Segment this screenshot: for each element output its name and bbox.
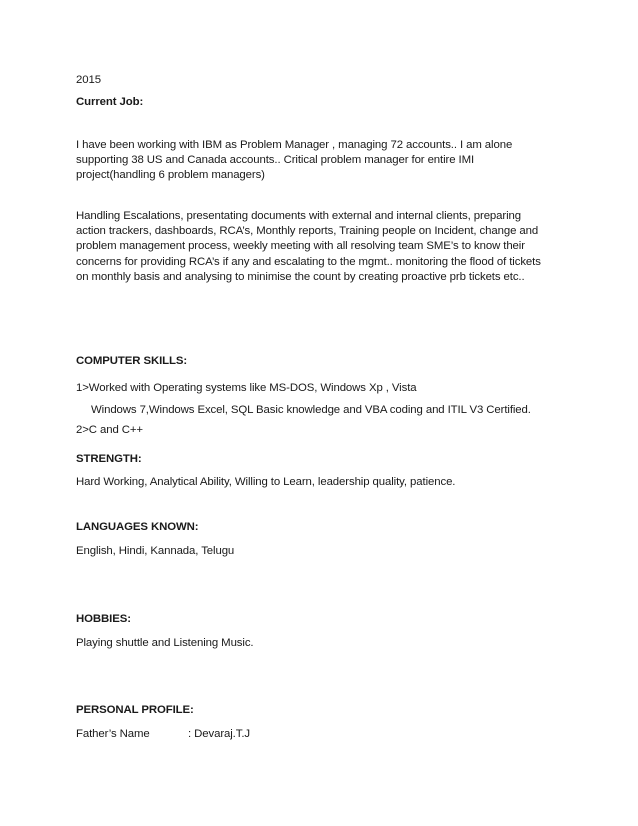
paragraph-line: problem management process, weekly meeting with all resolving team SME’s to know their (76, 240, 525, 253)
languages-heading: LANGUAGES KNOWN: (76, 521, 199, 533)
fathers-name-row (76, 727, 250, 742)
languages-text: English, Hindi, Kannada, Telugu (76, 545, 235, 557)
fathers-name-label: Father’s Name (76, 728, 150, 740)
paragraph-line: supporting 38 US and Canada accounts.. Critical problem manager for entire IMI (76, 154, 475, 167)
hobbies-heading: HOBBIES: (76, 613, 131, 625)
computer-skills-line-3: 2>C and C++ (76, 424, 143, 436)
strength-heading: STRENGTH: (76, 453, 142, 465)
computer-skills-line-1: 1>Worked with Operating systems like MS-DOS, Windows Xp , Vista (76, 382, 417, 394)
personal-profile-heading: PERSONAL PROFILE: (76, 704, 194, 716)
paragraph-line: I have been working with IBM as Problem Manager , managing 72 accounts.. I am alone (76, 139, 513, 151)
paragraph-line: on monthly basis and analysing to minimise the count by creating proactive prb tickets etc.. (76, 270, 525, 283)
year-text: 2015 (76, 74, 101, 86)
strength-text: Hard Working, Analytical Ability, Willing to Learn, leadership quality, patience. (76, 476, 456, 488)
current-job-heading: Current Job: (76, 96, 144, 108)
computer-skills-line-2: Windows 7,Windows Excel, SQL Basic knowledge and VBA coding and ITIL V3 Certified. (91, 404, 531, 416)
current-job-paragraph-1 (76, 138, 576, 184)
paragraph-line: concerns for providing RCA’s if any and escalating to the mgmt.. monitoring the flood of tickets (76, 255, 541, 268)
paragraph-line: Handling Escalations, presentating documents with external and internal clients, preparing (76, 210, 521, 222)
paragraph-line: project(handling 6 problem managers) (76, 169, 265, 182)
fathers-name-value: : Devaraj.T.J (188, 728, 250, 740)
computer-skills-heading: COMPUTER SKILLS: (76, 355, 188, 367)
hobbies-text: Playing shuttle and Listening Music. (76, 637, 254, 649)
paragraph-line: action trackers, dashboards, RCA’s, Monthly reports, Training people on Incident, change and (76, 225, 539, 238)
current-job-paragraph-2 (76, 209, 576, 285)
